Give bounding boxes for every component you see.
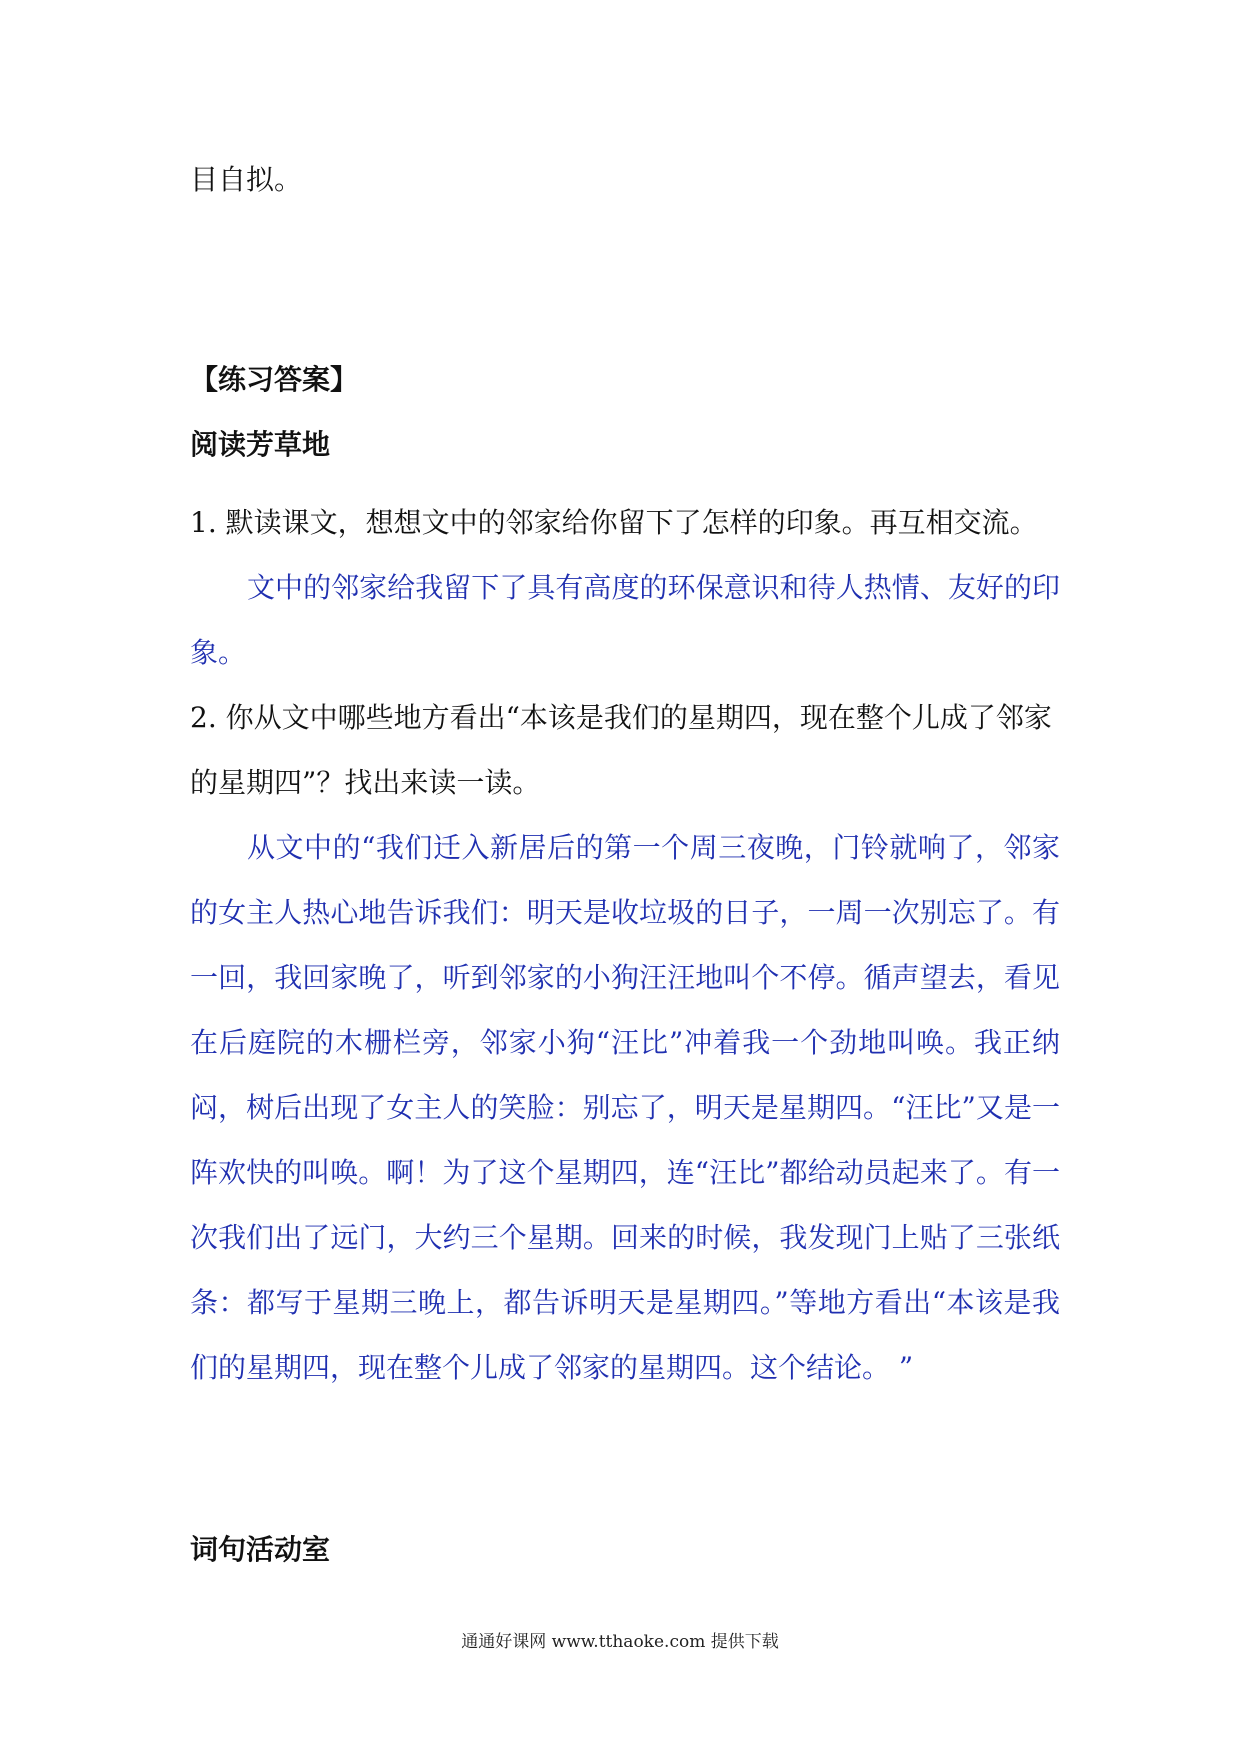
- subsection-title-reading: 阅读芳草地: [190, 428, 331, 461]
- carry-over-text: 目自拟。: [190, 163, 303, 196]
- question-1: 1. 默读课文，想想文中的邻家给你留下了怎样的印象。再互相交流。: [190, 506, 1038, 539]
- answer-2: 从文中的“我们迁入新居后的第一个周三夜晚，门铃就响了，邻家的女主人热心地告诉我们：明天是收垃圾的日子，一周一次别忘了。有一回，我回家晚了，听到邻家的小狗汪汪地叫个不停。循声望去，看见在后庭院的木栅栏旁，邻家小狗“汪比”冲着我一个劲地叫唤。我正纳闷，树后出现了女主人的笑脸：别忘了，明天是星期四。“汪比”又是一阵欢快的叫唤。啊！为了这个星期四，连“汪比”都给动员起来了。有一次我们出了远门，大约三个星期。回来的时候，我发现门上贴了三张纸条：都写于星期三晚上，都告诉明天是星期四。”等地方看出“本该是我们的星期四，现在整个儿成了邻家的星期四。这个结论。 ”: [190, 831, 1060, 1384]
- answer-1: 文中的邻家给我留下了具有高度的环保意识和待人热情、友好的印象。: [190, 571, 1060, 669]
- question-2: 2. 你从文中哪些地方看出“本该是我们的星期四，现在整个儿成了邻家的星期四”？找出来读一读。: [190, 701, 1052, 799]
- qa-list: [190, 490, 1060, 1400]
- subsection-title-words: 词句活动室: [190, 1533, 331, 1566]
- page-footer: 通通好课网 www.tthaoke.com 提供下载: [461, 1632, 779, 1652]
- section-title: 【练习答案】: [190, 363, 359, 396]
